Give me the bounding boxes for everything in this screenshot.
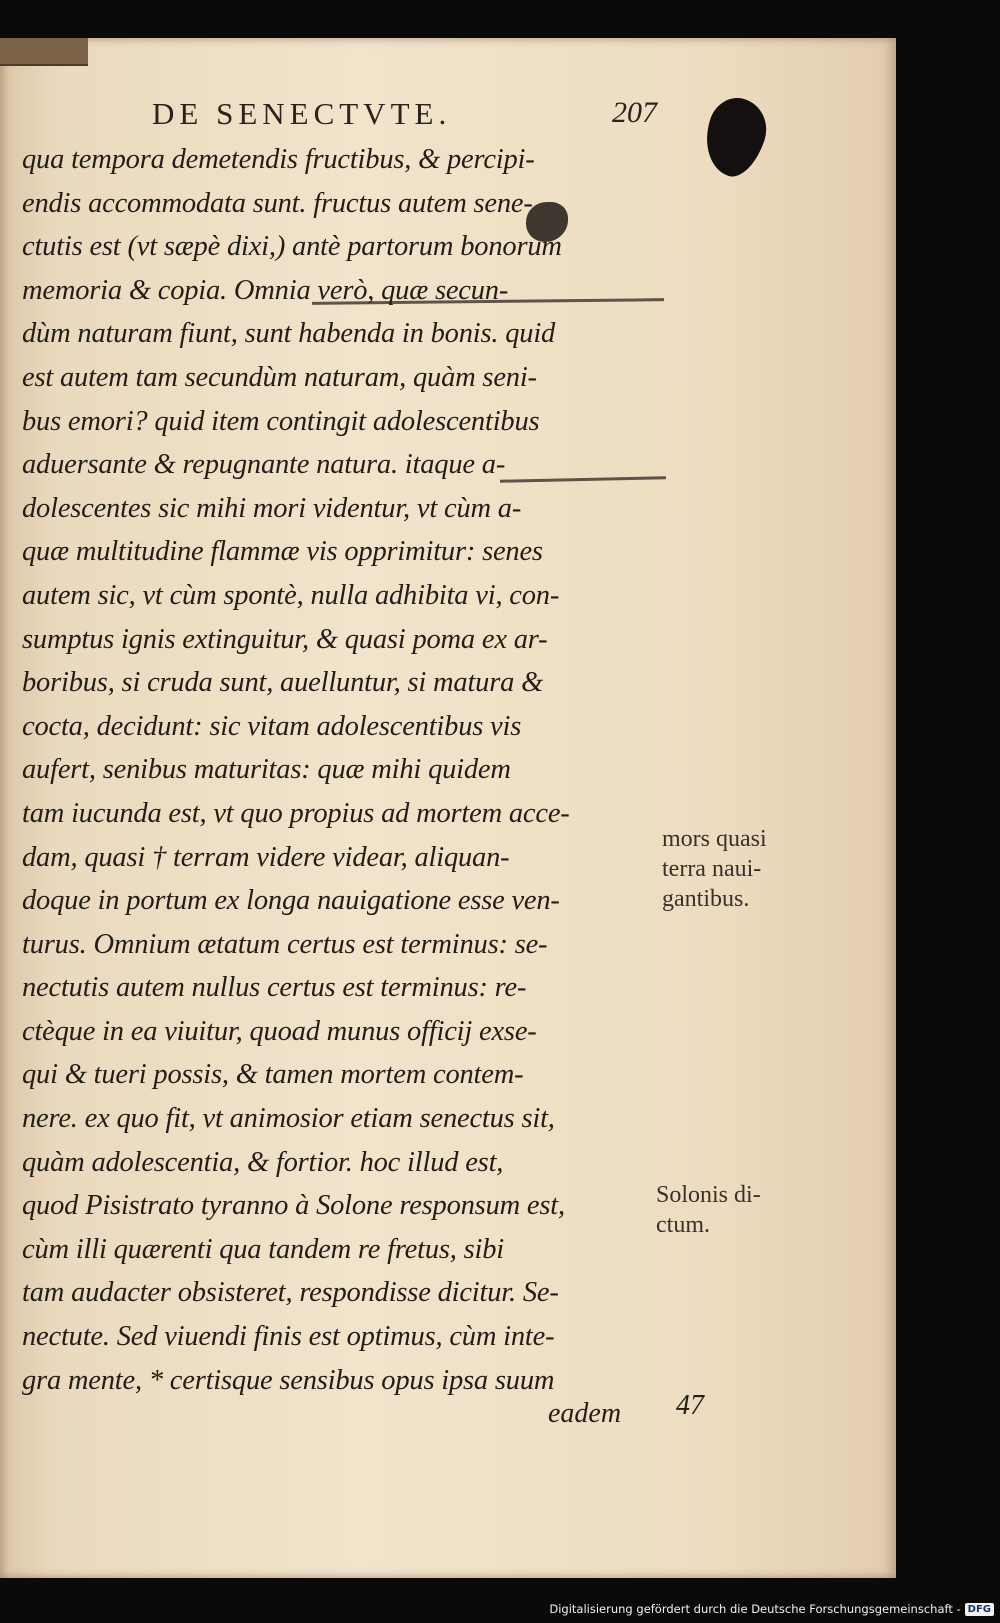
text-line: cocta, decidunt: sic vitam adolescentibus vis	[22, 710, 522, 742]
text-line: est autem tam secundùm naturam, quàm seni-	[22, 361, 537, 393]
text-line: bus emori? quid item contingit adolescentibus	[22, 405, 540, 437]
main-text-block	[22, 138, 652, 1402]
text-line: autem sic, vt cùm spontè, nulla adhibita vi, con-	[22, 579, 560, 611]
text-line: cùm illi quærenti qua tandem re fretus, sibi	[22, 1233, 505, 1265]
book-page	[0, 38, 896, 1578]
text-line: dolescentes sic mihi mori videntur, vt cùm a-	[22, 492, 522, 524]
text-line: dam, quasi † terram videre videar, aliquan-	[22, 841, 510, 873]
text-line: aufert, senibus maturitas: quæ mihi quidem	[22, 754, 511, 786]
binding-strip	[0, 38, 88, 66]
text-line: boribus, si cruda sunt, auelluntur, si matura &	[22, 667, 544, 699]
marginal-note-line: mors quasi	[662, 826, 767, 852]
text-line: quod Pisistrato tyranno à Solone responsum est,	[22, 1190, 565, 1222]
page-number: 207	[612, 96, 657, 129]
text-line: doque in portum ex longa nauigatione esse ven-	[22, 885, 560, 917]
text-line: qua tempora demetendis fructibus, & percipi-	[22, 144, 535, 175]
text-line: quàm adolescentia, & fortior. hoc illud est,	[22, 1146, 504, 1178]
text-line: memoria & copia. Omnia verò, quæ secun-	[22, 274, 509, 306]
credit-text: Digitalisierung gefördert durch die Deutsche Forschungsgemeinschaft -	[549, 1602, 961, 1616]
text-line: quæ multitudine flammæ vis opprimitur: senes	[22, 536, 543, 568]
marginal-note-solonis	[656, 1180, 761, 1240]
text-line: tam iucunda est, vt quo propius ad mortem acce-	[22, 797, 570, 829]
signature-mark: 47	[676, 1390, 704, 1421]
text-line: tam audacter obsisteret, respondisse dicitur. Se-	[22, 1277, 559, 1309]
text-line: sumptus ignis extinguitur, & quasi poma ex ar-	[22, 623, 548, 655]
dfg-logo: DFG	[965, 1603, 994, 1616]
text-line: endis accommodata sunt. fructus autem sene-	[22, 187, 533, 219]
marginal-note-line: gantibus.	[662, 886, 750, 912]
text-line: aduersante & repugnante natura. itaque a-	[22, 449, 506, 481]
catchword: eadem	[548, 1398, 622, 1429]
running-head: DE SENECTVTE.	[152, 96, 452, 131]
text-line: ctèque in ea viuitur, quoad munus officij exse-	[22, 1015, 537, 1047]
text-line: dùm naturam fiunt, sunt habenda in bonis. quid	[22, 318, 556, 350]
text-line: turus. Omnium ætatum certus est terminus: se-	[22, 928, 548, 960]
marginal-note-line: ctum.	[656, 1212, 710, 1238]
ink-blot	[695, 91, 774, 183]
digitization-credit	[549, 1599, 994, 1619]
text-line: nectutis autem nullus certus est terminus: re-	[22, 972, 527, 1004]
text-line: nere. ex quo fit, vt animosior etiam senectus sit,	[22, 1103, 555, 1135]
text-line: qui & tueri possis, & tamen mortem contem-	[22, 1059, 524, 1091]
text-line: nectute. Sed viuendi finis est optimus, cùm inte-	[22, 1321, 555, 1353]
text-line: ctutis est (vt sæpè dixi,) antè partorum bonorum	[22, 231, 562, 263]
marginal-note-line: Solonis di-	[656, 1182, 761, 1208]
marginal-note-mors	[662, 824, 767, 914]
text-line: gra mente, * certisque sensibus opus ipsa suum	[22, 1364, 555, 1396]
marginal-note-line: terra naui-	[662, 856, 762, 882]
